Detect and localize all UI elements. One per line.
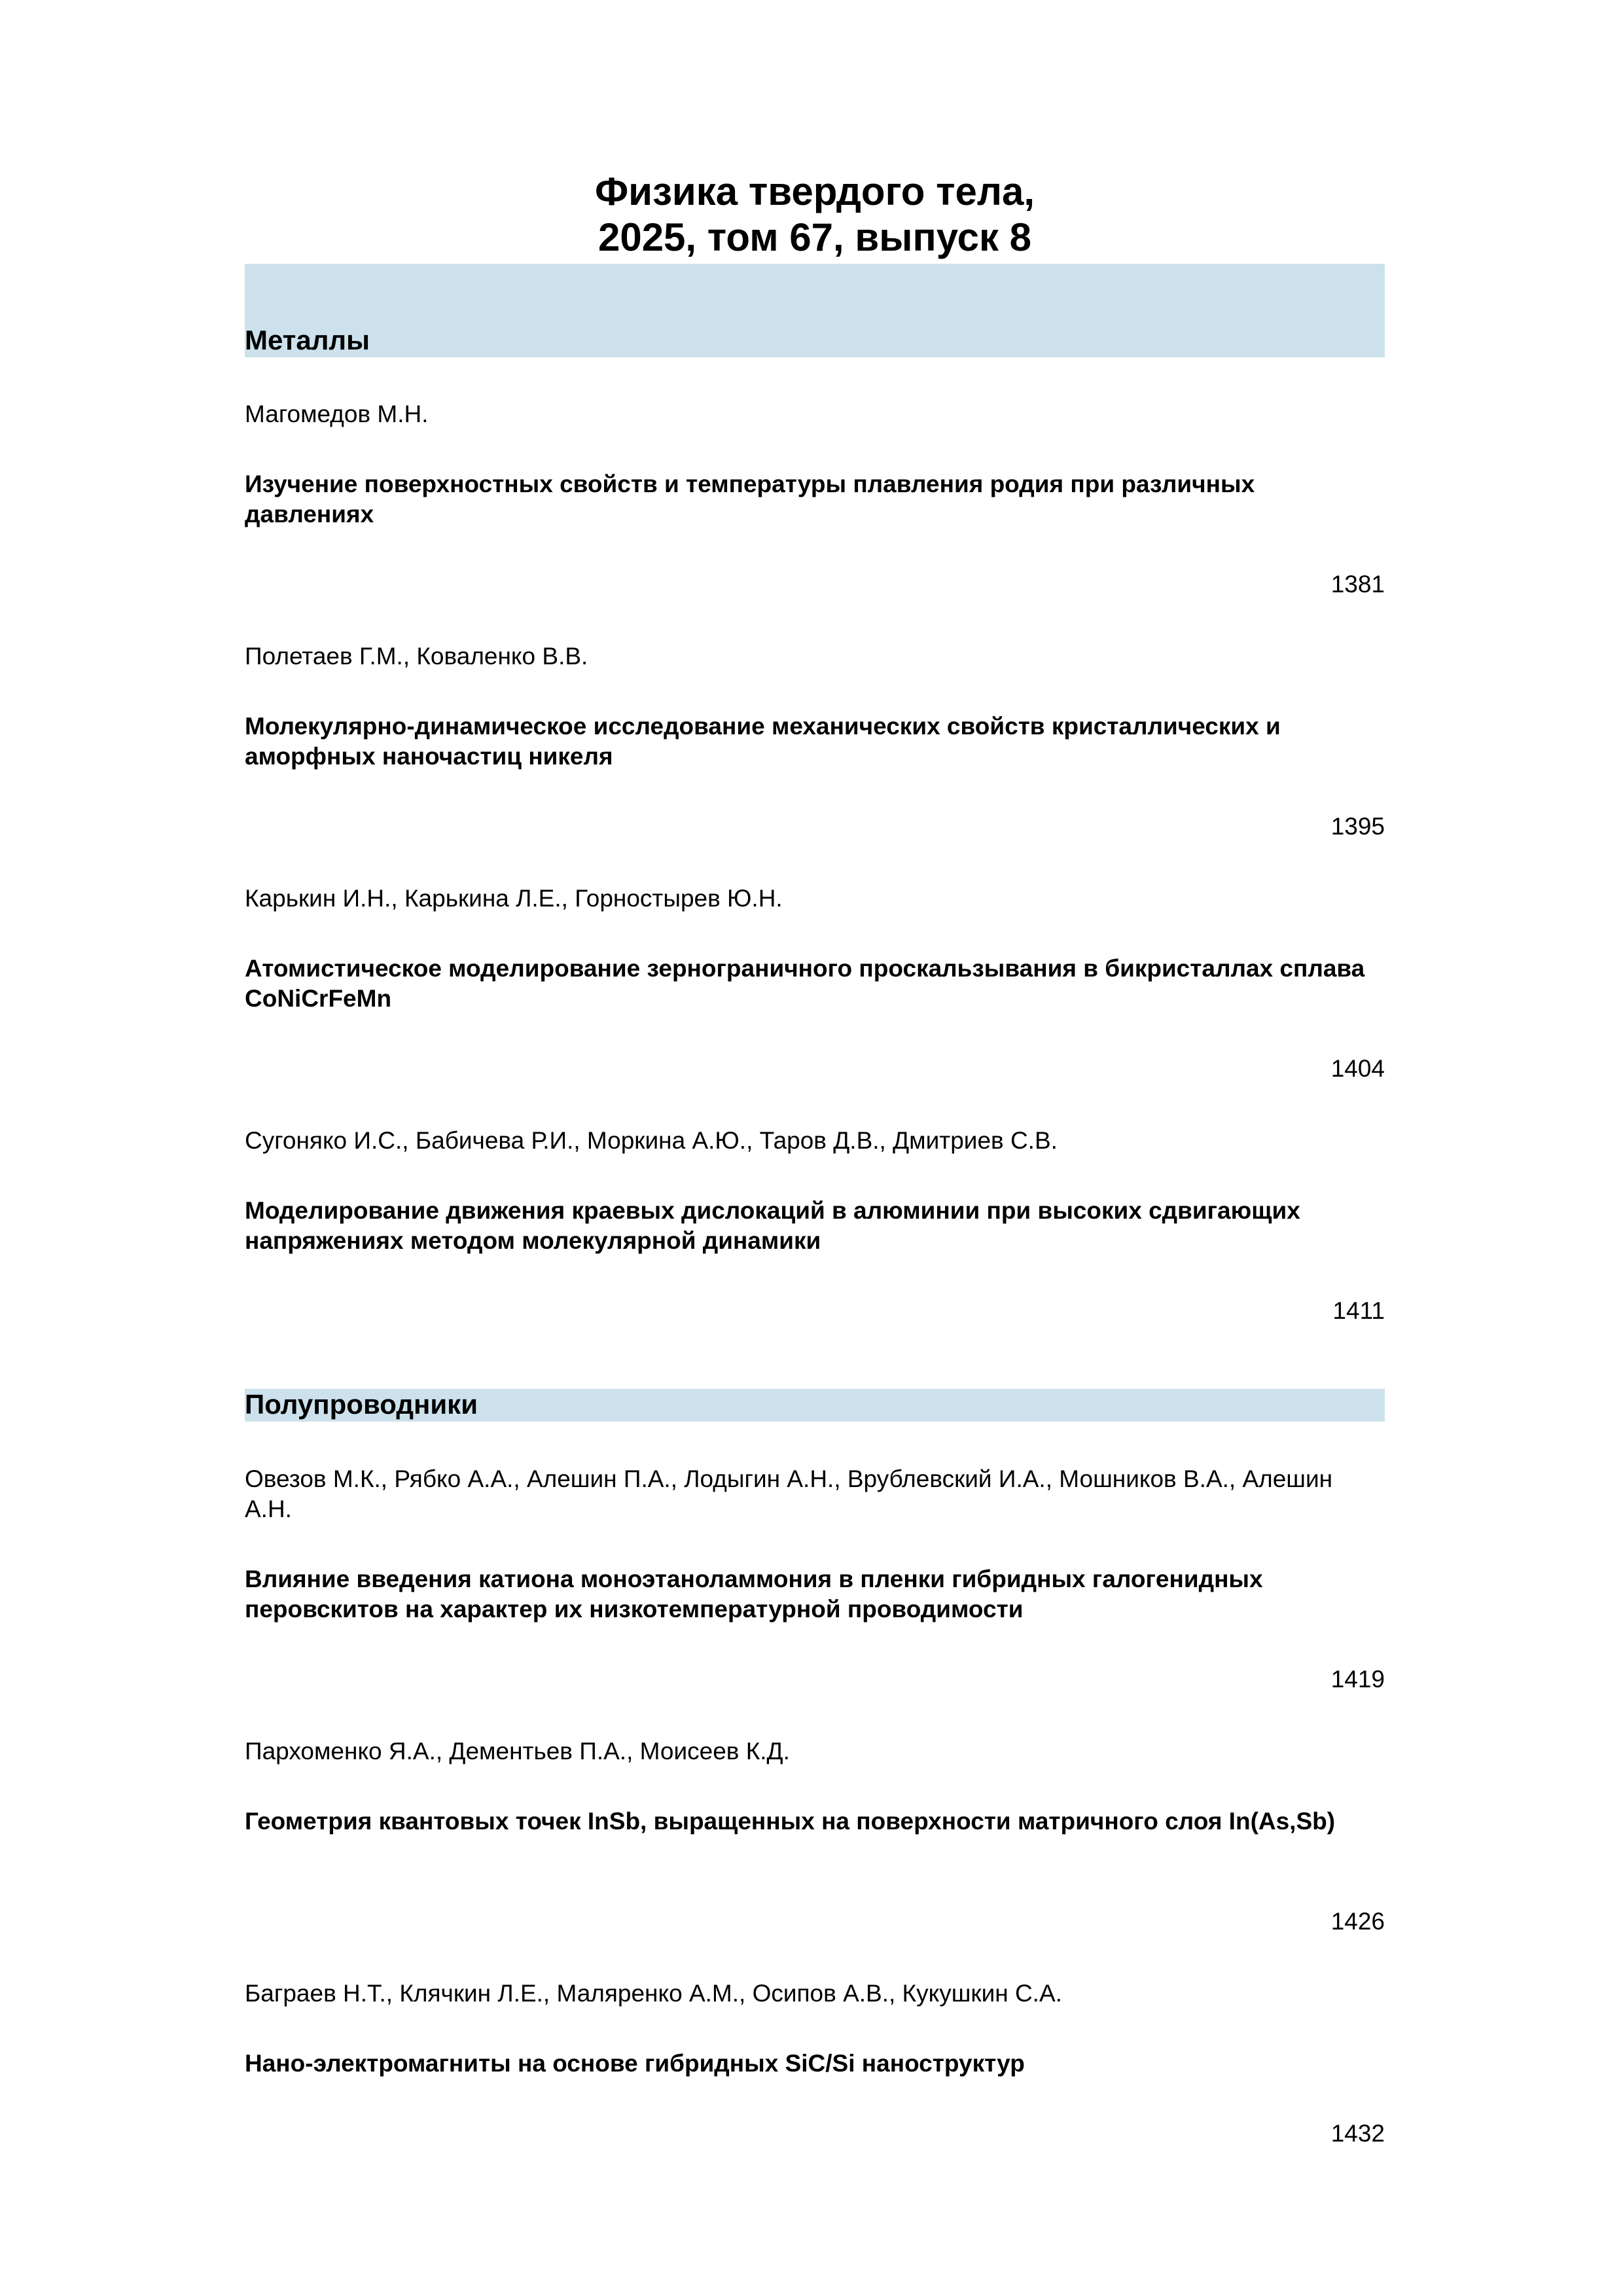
section-header-metals (245, 264, 1385, 357)
entry-page-number: 1426 (1330, 1908, 1385, 1935)
entry-authors: Карькин И.Н., Карькина Л.Е., Горностырев Ю.Н. (245, 885, 783, 912)
entry-page-number: 1404 (1330, 1055, 1385, 1082)
section-title: Металлы (245, 325, 370, 355)
entry-page-number: 1411 (1332, 1297, 1385, 1324)
section-header-semiconductors (245, 1389, 1385, 1422)
entry-page-number: 1381 (1330, 571, 1385, 598)
entry-title: Изучение поверхностных свойств и температуры плавления родия при различных давлениях (245, 471, 1255, 528)
entry-title: Моделирование движения краевых дислокаций в алюминии при высоких сдвигающих напряжениях методом молекулярной динамики (245, 1197, 1300, 1254)
entry-authors: Баграев Н.Т., Клячкин Л.Е., Маляренко А.М., Осипов А.В., Кукушкин С.А. (245, 1980, 1062, 2007)
entry-title: Влияние введения катиона моноэтаноламмония в пленки гибридных галогенидных перовскитов на характер их низкотемпературной проводимости (245, 1566, 1263, 1623)
entry-authors: Полетаев Г.М., Коваленко В.В. (245, 643, 588, 670)
entry-authors: Пархоменко Я.А., Дементьев П.А., Моисеев К.Д. (245, 1738, 790, 1765)
entry-title: Геометрия квантовых точек InSb, выращенных на поверхности матричного слоя In(As,Sb) (245, 1808, 1336, 1835)
entry-authors: Магомедов М.Н. (245, 401, 429, 427)
entry-title: Атомистическое моделирование зернограничного проскальзывания в бикристаллах сплава CoNiCrFeMn (245, 955, 1365, 1012)
entry-page-number: 1432 (1330, 2120, 1385, 2147)
page-title-line-2: 2025, том 67, выпуск 8 (597, 215, 1032, 259)
entry-page-number: 1419 (1330, 1666, 1385, 1693)
entry-authors: Овезов М.К., Рябко А.А., Алешин П.А., Лодыгин А.Н., Врублевский И.А., Мошников В.А., Алешин А.Н. (245, 1465, 1333, 1522)
entry-authors: Сугоняко И.С., Бабичева Р.И., Моркина А.Ю., Таров Д.В., Дмитриев С.В. (245, 1127, 1058, 1154)
page-title-line-1: Физика твердого тела, (594, 170, 1035, 213)
entry-title: Нано-электромагниты на основе гибридных SiC/Si наноструктур (245, 2050, 1025, 2077)
section-title: Полупроводники (245, 1389, 478, 1420)
entry-page-number: 1395 (1330, 813, 1385, 840)
entry-title: Молекулярно-динамическое исследование механических свойств кристаллических и аморфных наночастиц никеля (245, 713, 1281, 770)
